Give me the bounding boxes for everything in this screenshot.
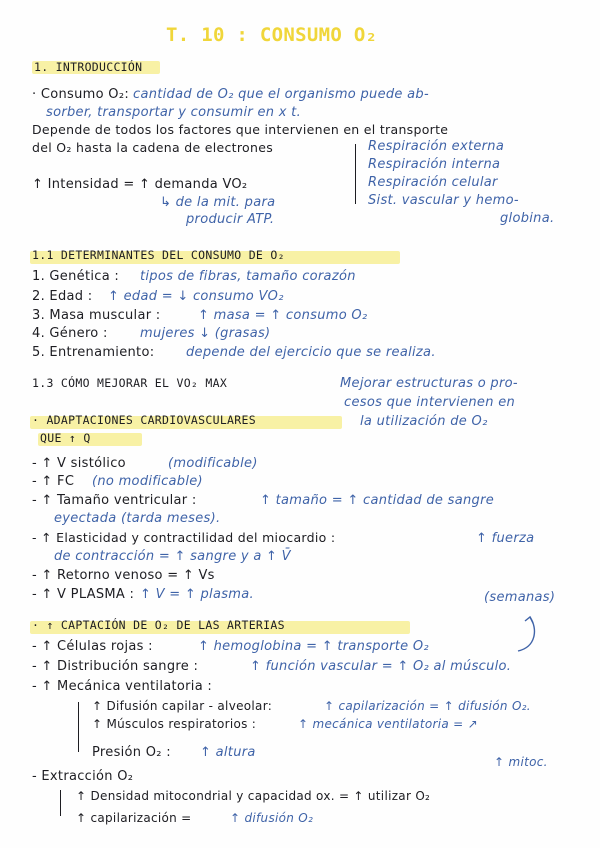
- musculos-text: ↑ mecánica ventilatoria = ↗: [298, 717, 478, 731]
- capilarizacion-text: ↑ difusión O₂: [230, 811, 314, 825]
- difusion-label: ↑ Difusión capilar - alveolar:: [92, 699, 273, 713]
- mit-line-2: producir ATP.: [186, 212, 275, 227]
- adaptacion-text-4b: de contracción = ↑ sangre y a ↑ V̄: [54, 549, 291, 564]
- mecanica-line: - ↑ Mecánica ventilatoria :: [32, 679, 213, 694]
- chain-item-4: Sist. vascular y hemo-: [368, 193, 519, 208]
- mejorar-note-line-1: Mejorar estructuras o pro-: [340, 376, 518, 391]
- chain-item-2: Respiración interna: [368, 157, 501, 172]
- intensidad-line: ↑ Intensidad = ↑ demanda VO₂: [32, 177, 248, 192]
- chain-bracket: [355, 144, 356, 204]
- captacion-heading: · ↑ CAPTACIÓN DE O₂ DE LAS ARTERIAS: [32, 618, 285, 632]
- section-heading-determinantes: 1.1 DETERMINANTES DEL CONSUMO DE O₂: [32, 248, 285, 262]
- determinante-text-1: tipos de fibras, tamaño corazón: [140, 269, 356, 284]
- adaptacion-label-3: - ↑ Tamaño ventricular :: [32, 493, 197, 508]
- semanas-note: (semanas): [484, 590, 556, 605]
- mitoc-note: ↑ mitoc.: [494, 755, 548, 769]
- depende-line-1: Depende de todos los factores que intervienen en el transporte: [32, 122, 449, 137]
- determinante-label-3: 3. Masa muscular :: [32, 308, 161, 323]
- adaptaciones-heading-line-2: QUE ↑ Q: [40, 431, 91, 445]
- adaptacion-text-6: ↑ V = ↑ plasma.: [140, 587, 254, 602]
- adaptacion-label-2: - ↑ FC: [32, 474, 75, 489]
- depende-line-2: del O₂ hasta la cadena de electrones: [32, 140, 274, 155]
- page-title: T. 10 : CONSUMO O₂: [166, 24, 378, 46]
- extraccion-bracket: [60, 790, 61, 816]
- capilarizacion-label: ↑ capilarización =: [76, 811, 192, 825]
- celulas-text: ↑ hemoglobina = ↑ transporte O₂: [198, 639, 429, 654]
- section-heading-mejorar: 1.3 CÓMO MEJORAR EL VO₂ MAX: [32, 376, 228, 390]
- consumo-definition-line-2: sorber, transportar y consumir en x t.: [46, 105, 302, 120]
- determinante-text-2: ↑ edad = ↓ consumo VO₂: [108, 289, 284, 304]
- adaptacion-label-6: - ↑ V PLASMA :: [32, 587, 135, 602]
- chain-item-3: Respiración celular: [368, 175, 498, 190]
- adaptacion-label-4: - ↑ Elasticidad y contractilidad del miocardio :: [32, 530, 336, 545]
- mecanica-bracket: [78, 702, 79, 752]
- presion-label: Presión O₂ :: [92, 745, 171, 760]
- presion-text: ↑ altura: [200, 745, 256, 760]
- adaptaciones-heading-line-1: · ADAPTACIONES CARDIOVASCULARES: [32, 413, 256, 427]
- distribucion-label: - ↑ Distribución sangre :: [32, 659, 199, 674]
- determinante-text-4: mujeres ↓ (grasas): [140, 326, 271, 341]
- curved-arrow-icon: [512, 615, 542, 655]
- densidad-line: ↑ Densidad mitocondrial y capacidad ox. = ↑ utilizar O₂: [76, 789, 431, 803]
- determinante-label-5: 5. Entrenamiento:: [32, 345, 155, 360]
- difusion-text: ↑ capilarización = ↑ difusión O₂.: [324, 699, 531, 713]
- determinante-label-2: 2. Edad :: [32, 289, 93, 304]
- adaptacion-text-1: (modificable): [168, 456, 258, 471]
- section-heading-introduccion: 1. INTRODUCCIÓN: [34, 60, 143, 74]
- musculos-label: ↑ Músculos respiratorios :: [92, 717, 257, 731]
- adaptacion-label-1: - ↑ V sistólico: [32, 456, 126, 471]
- determinante-text-5: depende del ejercicio que se realiza.: [186, 345, 436, 360]
- adaptacion-text-4: ↑ fuerza: [476, 531, 535, 546]
- mit-line-1: ↳ de la mit. para: [160, 195, 276, 210]
- distribucion-text: ↑ función vascular = ↑ O₂ al músculo.: [250, 659, 512, 674]
- mejorar-note-line-2: cesos que intervienen en: [344, 395, 516, 410]
- adaptacion-label-5: - ↑ Retorno venoso = ↑ Vs: [32, 568, 215, 583]
- adaptacion-text-2: (no modificable): [92, 474, 203, 489]
- determinante-text-3: ↑ masa = ↑ consumo O₂: [198, 308, 368, 323]
- mejorar-note-line-3: la utilización de O₂: [360, 414, 488, 429]
- adaptacion-text-3: ↑ tamaño = ↑ cantidad de sangre: [260, 493, 495, 508]
- chain-item-1: Respiración externa: [368, 139, 505, 154]
- chain-item-5: globina.: [500, 211, 555, 226]
- celulas-label: - ↑ Células rojas :: [32, 639, 153, 654]
- extraccion-line: - Extracción O₂: [32, 769, 134, 784]
- determinante-label-4: 4. Género :: [32, 326, 108, 341]
- consumo-definition-line-1: cantidad de O₂ que el organismo puede ab-: [133, 87, 429, 102]
- adaptacion-text-3b: eyectada (tarda meses).: [54, 511, 221, 526]
- determinante-label-1: 1. Genética :: [32, 269, 120, 284]
- consumo-label: · Consumo O₂:: [32, 87, 130, 102]
